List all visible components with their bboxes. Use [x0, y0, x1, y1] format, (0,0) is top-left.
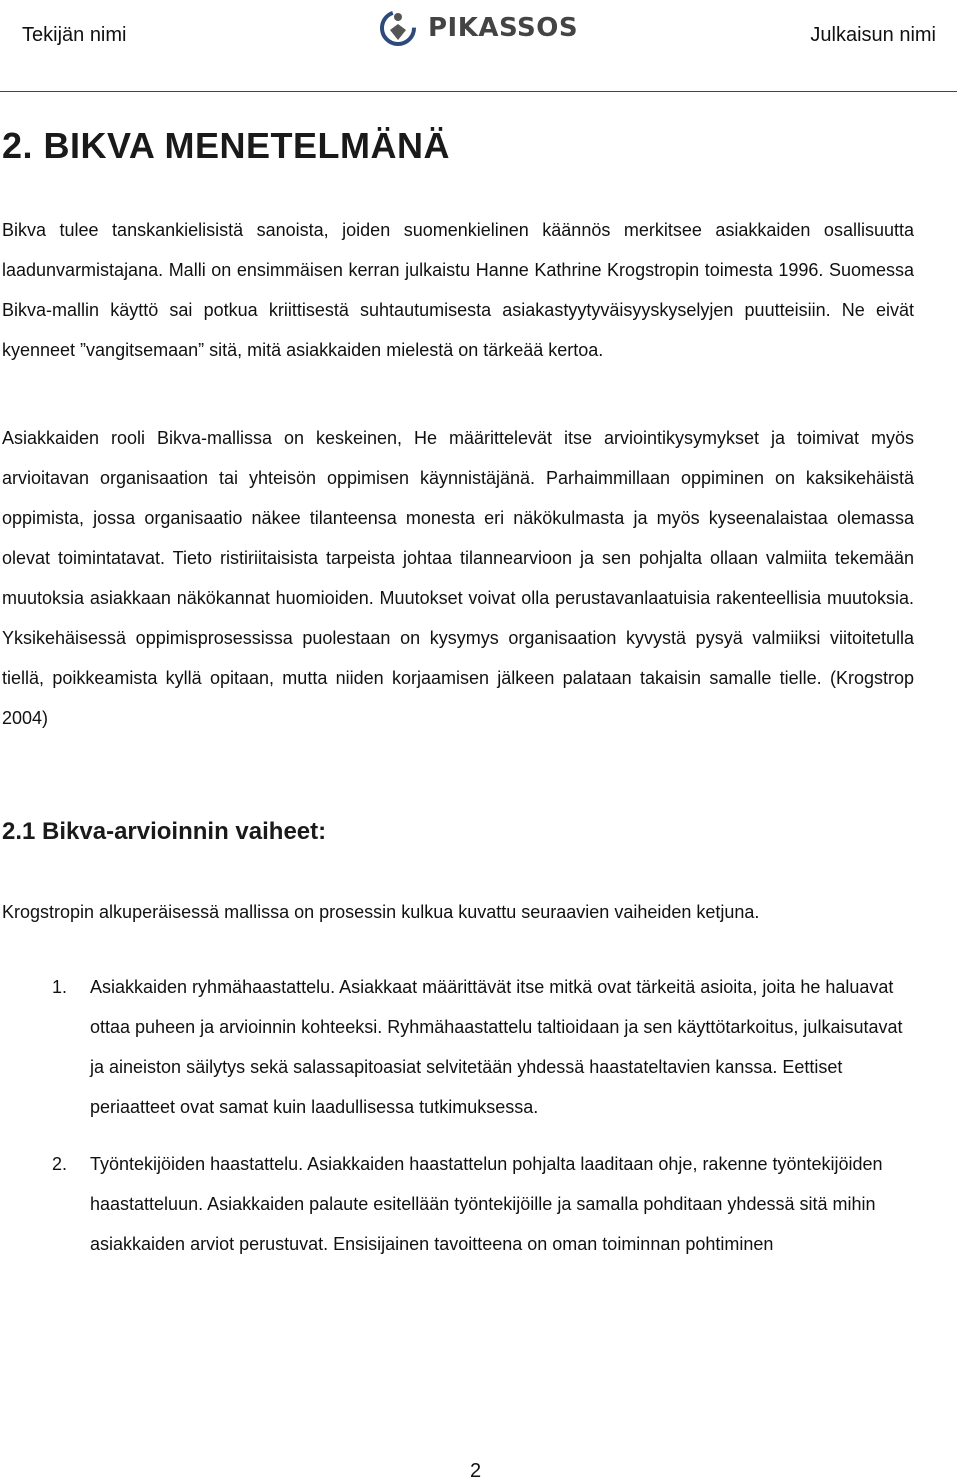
- pikassos-logo: [378, 6, 578, 50]
- list-item-number: 2.: [52, 1154, 68, 1174]
- paragraph-intro: Bikva tulee tanskankielisistä sanoista, joiden suomenkielinen käännös merkitsee asiakkaiden osallisuutta laadunvarmistajana. Malli on ensimmäisen kerran julkaistu Hanne Kathrine Krogstropin toimesta 1996. Suomessa Bikva-mallin käyttö sai potkua kriittisestä suhtautumisesta asiakastyytyväisyyskyselyjen puutteisiin. Ne eivät kyenneet ”vangitsemaan” sitä, mitä asiakkaiden mielestä on tärkeää kertoa.: [2, 220, 914, 360]
- subsection-title: 2.1 Bikva-arvioinnin vaiheet:: [2, 818, 327, 845]
- header-divider: [0, 91, 957, 92]
- list-item-text: Työntekijöiden haastattelu. Asiakkaiden haastattelun pohjalta laaditaan ohje, rakenne työntekijöiden haastatteluun. Asiakkaiden palaute esitellään työntekijöille ja samalla pohditaan yhdessä sitä mihin asiakkaiden arviot perustuvat. Ensisijainen tavoitteena on oman toiminnan pohtiminen: [90, 1154, 883, 1254]
- publication-name: Julkaisun nimi: [810, 24, 936, 46]
- paragraph-client-role: Asiakkaiden rooli Bikva-mallissa on keskeinen, He määrittelevät itse arviointikysymykset ja toimivat myös arvioitavan organisaation tai yhteisön oppimisen käynnistäjänä. Parhaimmillaan oppiminen on kaksikehäistä oppimista, jossa organisaatio näkee tilanteensa monesta eri näkökulmasta ja myös kyseenalaistaa olemassa olevat toimintatavat. Tieto ristiriitaisista tarpeista johtaa tilannearvioon ja sen pohjalta ollaan valmiita tekemään muutoksia asiakkaan näkökannat huomioiden. Muutokset voivat olla perustavanlaatuisia rakenteellisia muutoksia. Yksikehäisessä oppimisprosessissa puolestaan on kysymys organisaation kyvystä pysyä valmiiksi viitoitetulla tiellä, poikkeamista kyllä opitaan, mutta niiden korjaamisen jälkeen palataan takaisin samalle tielle. (Krogstrop 2004): [2, 428, 914, 728]
- author-name: Tekijän nimi: [22, 24, 127, 46]
- section-title: 2. BIKVA MENETELMÄNÄ: [2, 125, 451, 166]
- page-number: 2: [470, 1460, 482, 1482]
- page-header: [0, 0, 960, 92]
- list-item-text: Asiakkaiden ryhmähaastattelu. Asiakkaat määrittävät itse mitkä ovat tärkeitä asioita, joita he haluavat ottaa puheen ja arvioinnin kohteeksi. Ryhmähaastattelu taltioidaan ja sen käyttötarkoitus, julkaisutavat ja aineiston säilytys sekä salassapitoasiat selvitetään yhdessä haastateltavien kanssa. Eettiset periaatteet ovat samat kuin laadullisessa tutkimuksessa.: [90, 977, 903, 1117]
- pikassos-logo-icon: [378, 8, 418, 48]
- subsection-intro: Krogstropin alkuperäisessä mallissa on prosessin kulkua kuvattu seuraavien vaiheiden ketjuna.: [2, 902, 760, 922]
- list-item-number: 1.: [52, 977, 68, 997]
- logo-text: PIKASSOS: [428, 13, 579, 43]
